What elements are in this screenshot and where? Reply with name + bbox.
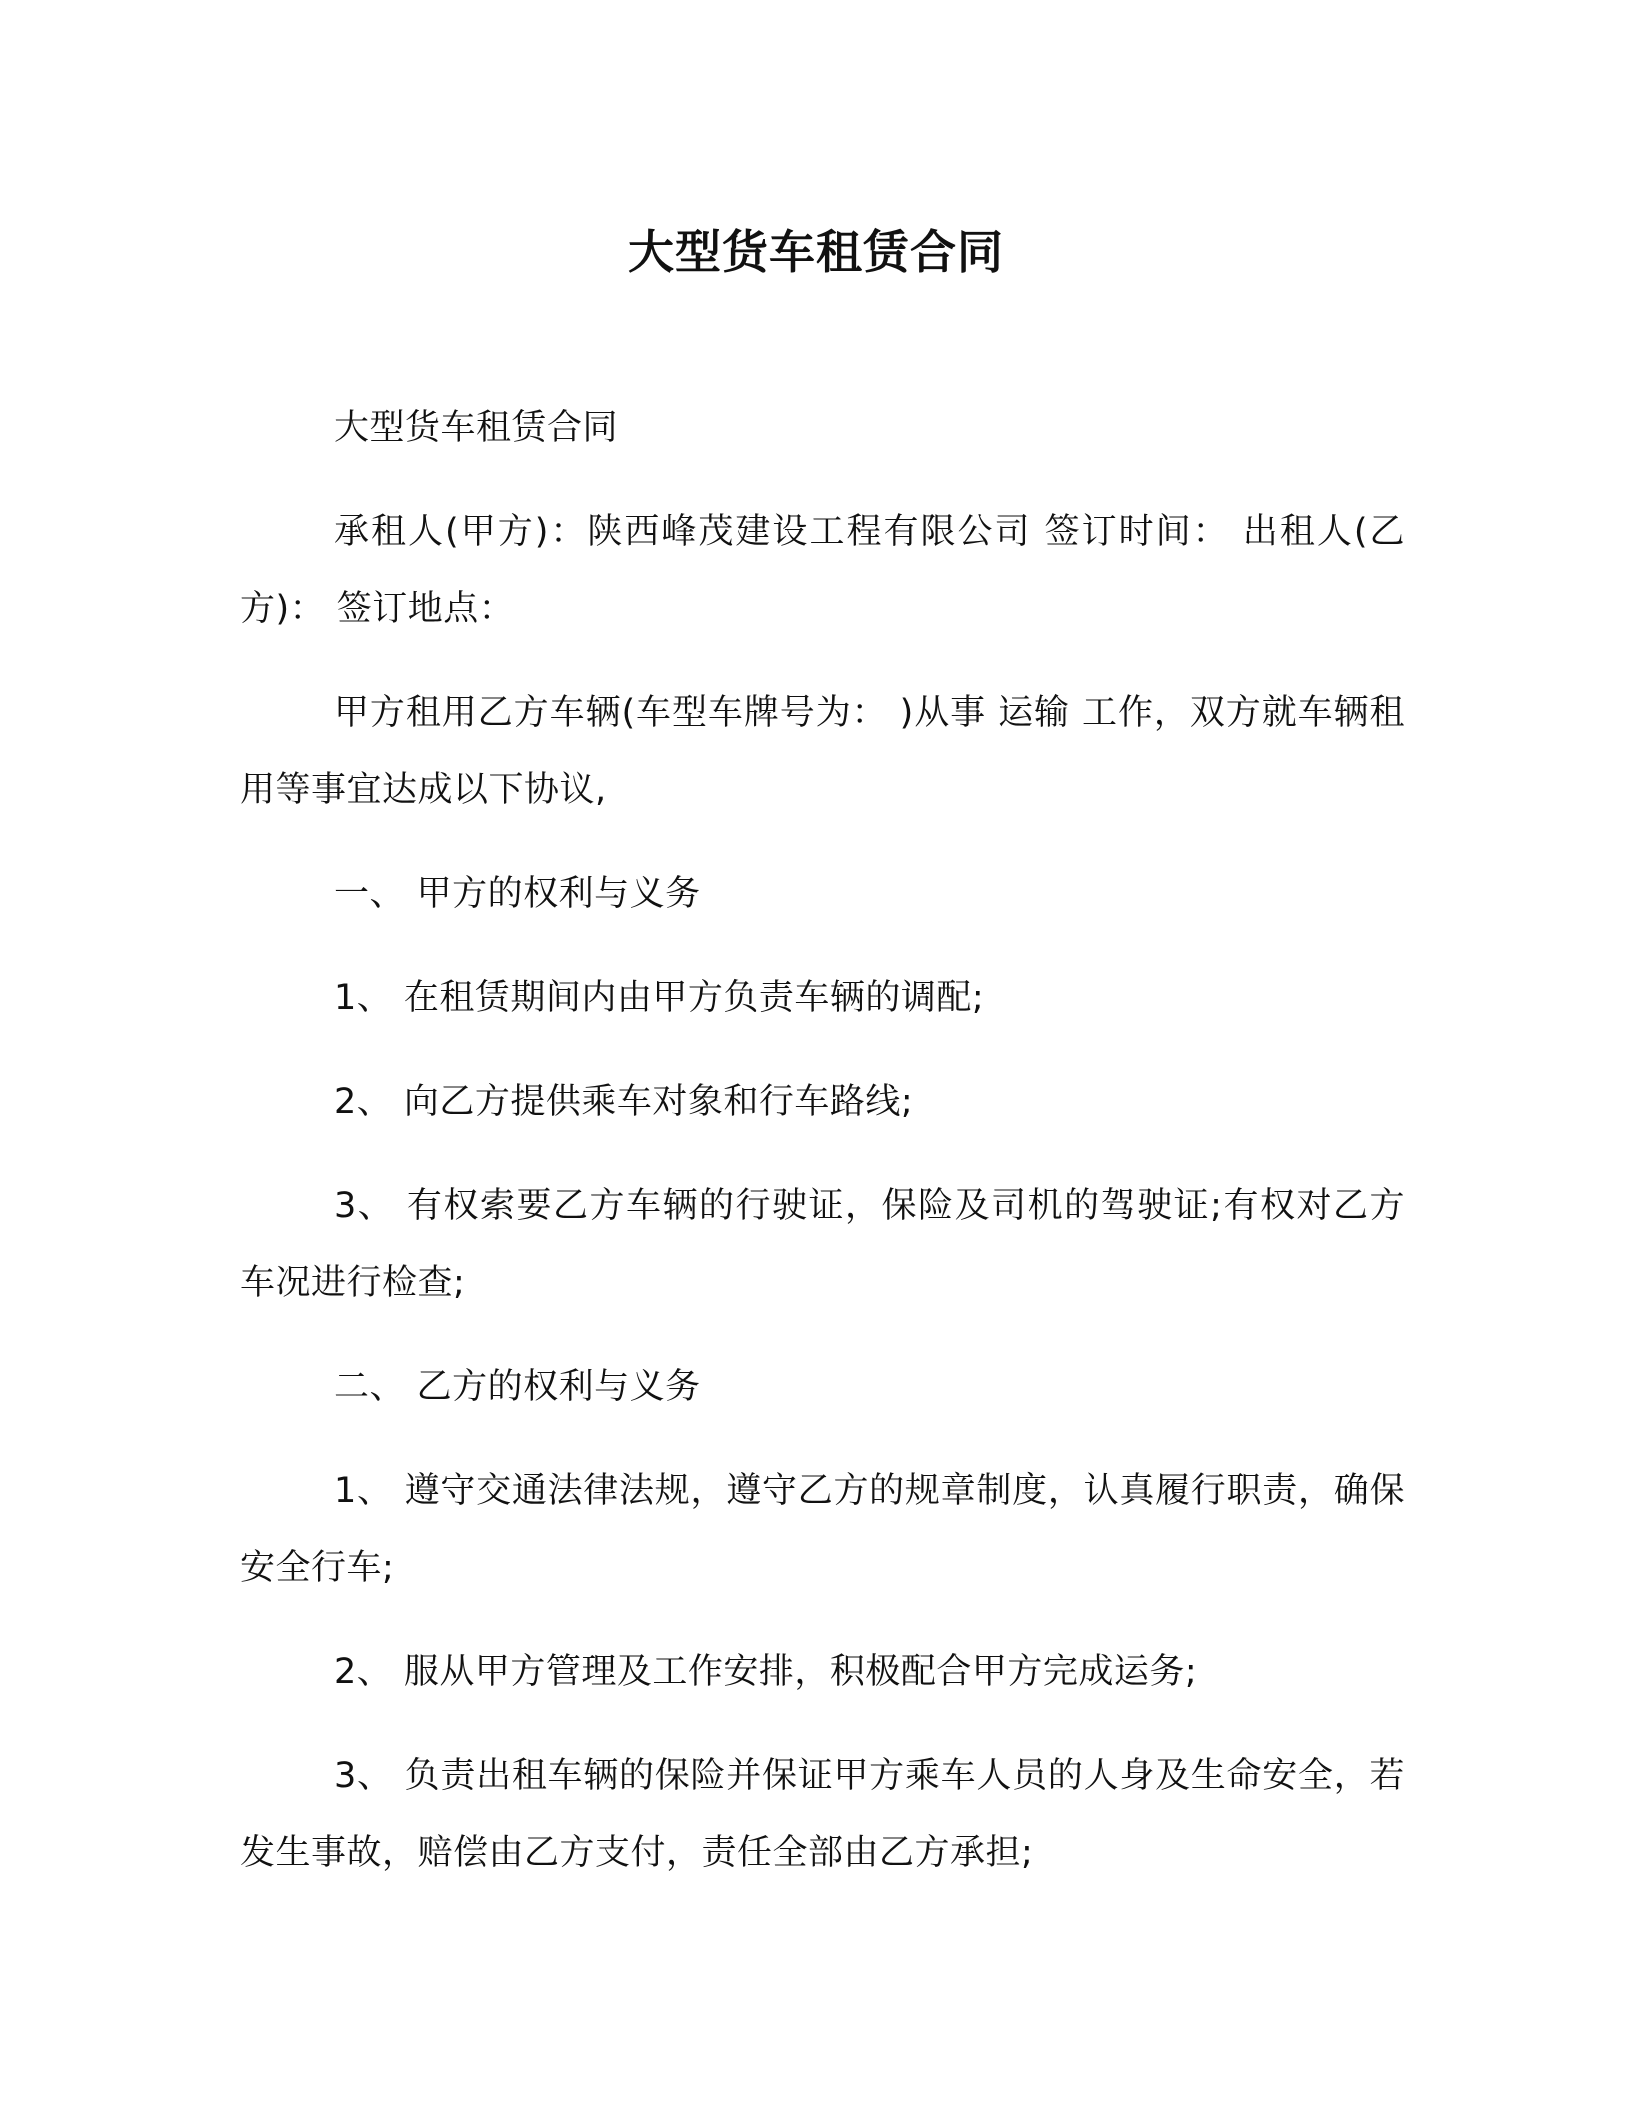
paragraph-subtitle: 大型货车租赁合同 [334, 408, 619, 448]
section-heading-party-b: 二、 乙方的权利与义务 [334, 1367, 701, 1407]
clause-a-3: 3、 有权索要乙方车辆的行驶证，保险及司机的驾驶证;有权对乙方车况进行检查; [240, 1186, 1405, 1303]
clause-b-1: 1、 遵守交通法律法规，遵守乙方的规章制度，认真履行职责，确保安全行车; [240, 1471, 1405, 1588]
document-body [240, 390, 1405, 1919]
paragraph-parties: 承租人(甲方)：陕西峰茂建设工程有限公司 签订时间： 出租人(乙方)： 签订地点： [240, 512, 1405, 629]
clause-a-2: 2、 向乙方提供乘车对象和行车路线; [334, 1082, 914, 1122]
clause-b-3: 3、 负责出租车辆的保险并保证甲方乘车人员的人身及生命安全，若发生事故，赔偿由乙方支付，责任全部由乙方承担; [240, 1756, 1405, 1873]
section-heading-party-a: 一、 甲方的权利与义务 [334, 874, 701, 914]
paragraph-purpose: 甲方租用乙方车辆(车型车牌号为： )从事 运输 工作，双方就车辆租用等事宜达成以下协议, [240, 693, 1405, 810]
document-title: 大型货车租赁合同 [628, 225, 1004, 279]
clause-b-2: 2、 服从甲方管理及工作安排，积极配合甲方完成运务; [334, 1652, 1198, 1692]
clause-a-1: 1、 在租赁期间内由甲方负责车辆的调配; [334, 978, 985, 1018]
